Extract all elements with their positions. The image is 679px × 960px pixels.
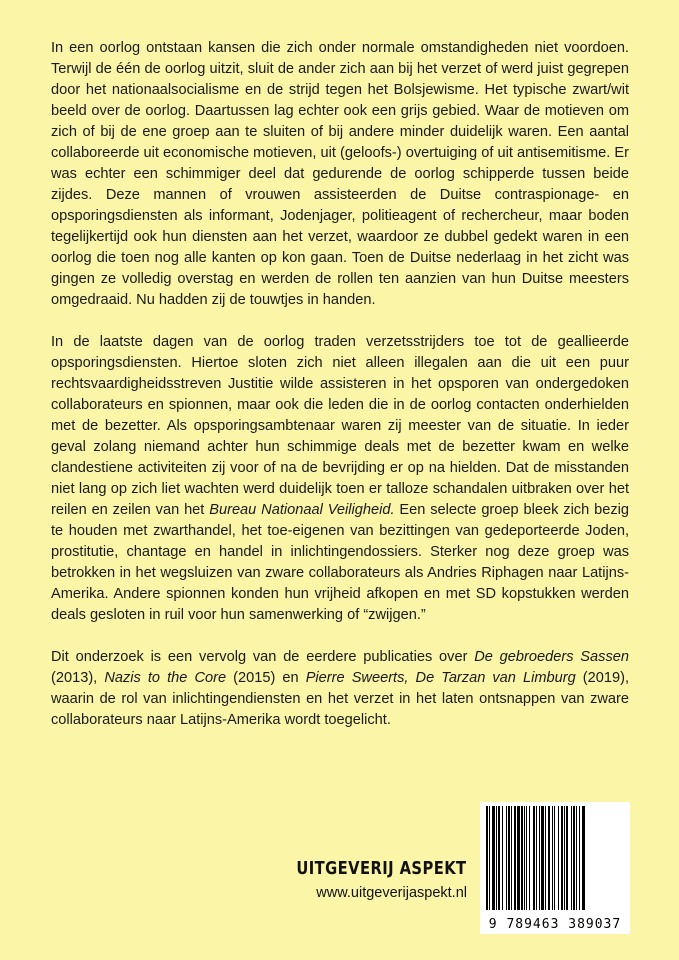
barcode-bar (582, 806, 585, 910)
italic-title-segment: De gebroeders Sassen (474, 649, 629, 665)
text-segment: In een oorlog ontstaan kansen die zich onder normale omstandigheden niet voordoen. Terwijl de één de oorlog uitzit, sluit de ander zich aan bij het verzet of werd juist gegrepen door het nationaalsocialisme en de strijd tegen het Bolsjewisme. Het typische zwart/wit beeld over de oorlog. Daartussen lag echter ook een grijs gebied. Waar de motieven om zich of bij de ene groep aan te sluiten of bij andere minder duidelijk waren. Een aantal collaboreerde uit economische motieven, uit (geloofs-) overtuiging of uit antisemitisme. Er was echter een schimmiger deel dat gedurende de oorlog schipperde tussen beide zijdes. Deze mannen of vrouwen assisteerden de Duitse contraspionage- en opsporingsdiensten als informant, Jodenjager, politieagent of rechercheur, maar boden tegelijkertijd ook hun diensten aan het verzet, waardoor ze dubbel gedekt waren in een oorlog die toen nog alle kanten op kon gaan. Toen de Duitse nederlaag in het zicht was gingen ze volledig overstag en werden de rollen ten aanzien van hun Duitse meesters omgedraaid. Nu hadden zij de touwtjes in handen. (51, 40, 629, 308)
barcode-bar (533, 806, 535, 910)
barcode-bar (539, 806, 540, 910)
text-segment: In de laatste dagen van de oorlog traden verzetsstrijders toe tot de geallieerde opsporingsdiensten. Hiertoe sloten zich niet alleen illegalen aan die uit een puur rechtsvaardigheidsstreven Justitie wilde assisteren in het opsporen van ondergedoken collaborateurs en spionnen, maar ook die leden die in de oorlog contacten onderhielden met de bezetter. Als opsporingsambtenaar waren zij meester van de situatie. In ieder geval zolang niemand achter hun schimmige deals met de bezetter kwam en welke clandestiene activiteiten zij voor of na de bevrijding er op na hielden. Dat de misstanden niet lang op zich liet wachten werd duidelijk toen er talloze schandalen uitbraken over het reilen en zeilen van het (51, 334, 629, 518)
barcode-bar (526, 806, 527, 910)
barcode-bar (576, 806, 577, 910)
text-segment: (2019), waarin de rol van inlichtingendiensten en het verzet in het laten ontsnappen van zware collaborateurs naar Latijns-Amerika wordt toegelicht. (51, 670, 630, 728)
barcode-bar (541, 806, 544, 910)
text-segment: (2013), (51, 670, 105, 686)
barcode-bar (521, 806, 523, 910)
paragraph-1 (51, 38, 629, 311)
barcode-bar (552, 806, 553, 910)
publisher-block (259, 858, 467, 901)
italic-title-segment: Pierre Sweerts, De Tarzan van Limburg (305, 670, 576, 686)
publisher-url: www.uitgeverijaspekt.nl (316, 885, 467, 901)
barcode-bar (492, 806, 495, 910)
publisher-name: UITGEVERIJ ASPEKT (296, 858, 467, 879)
barcode-bar (571, 806, 572, 910)
barcode-bar (564, 806, 565, 910)
barcode-bar (486, 806, 488, 910)
barcode-bar (554, 806, 555, 910)
barcode-bars (484, 806, 626, 914)
barcode-bar (498, 806, 500, 910)
text-segment: (2015) en (226, 670, 306, 686)
barcode-bar (514, 806, 516, 910)
italic-title-segment: Bureau Nationaal Veiligheid. (209, 502, 395, 518)
barcode-bar (579, 806, 580, 910)
text-segment: Een selecte groep bleek zich bezig te houden met zwarthandel, het toe-eigenen van bezittingen van gedeporteerde Joden, prostitutie, chantage en handel in inlichtingendossiers. Sterker nog deze groep was betrokken in het wegsluizen van zware collaborateurs als Andries Riphagen naar Latijns-Amerika. Andere spionnen konden hun vrijheid afkopen en met SD kopstukken werden deals gesloten in ruil voor hun samenwerking of “zwijgen.” (51, 502, 629, 623)
paragraph-2 (51, 332, 629, 626)
isbn-number: 9 789463 389037 (488, 917, 622, 932)
barcode-bar (566, 806, 568, 910)
back-cover-text (51, 38, 629, 752)
barcode-bar (536, 806, 537, 910)
barcode-bar (506, 806, 507, 910)
barcode-bar (561, 806, 563, 910)
barcode-bar (524, 806, 525, 910)
italic-title-segment: Nazis to the Core (104, 670, 227, 686)
barcode-bar (511, 806, 512, 910)
barcode-bar (489, 806, 490, 910)
barcode-bar (558, 806, 559, 910)
barcode-bar (517, 806, 520, 910)
barcode-bar (548, 806, 550, 910)
barcode-bar (508, 806, 510, 910)
barcode-bar (496, 806, 497, 910)
isbn-barcode (480, 802, 630, 934)
barcode-bar (573, 806, 575, 910)
barcode-bar (502, 806, 503, 910)
paragraph-3 (51, 647, 629, 731)
barcode-bar (529, 806, 530, 910)
text-segment: Dit onderzoek is een vervolg van de eerdere publicaties over (51, 649, 475, 665)
barcode-bar (545, 806, 546, 910)
